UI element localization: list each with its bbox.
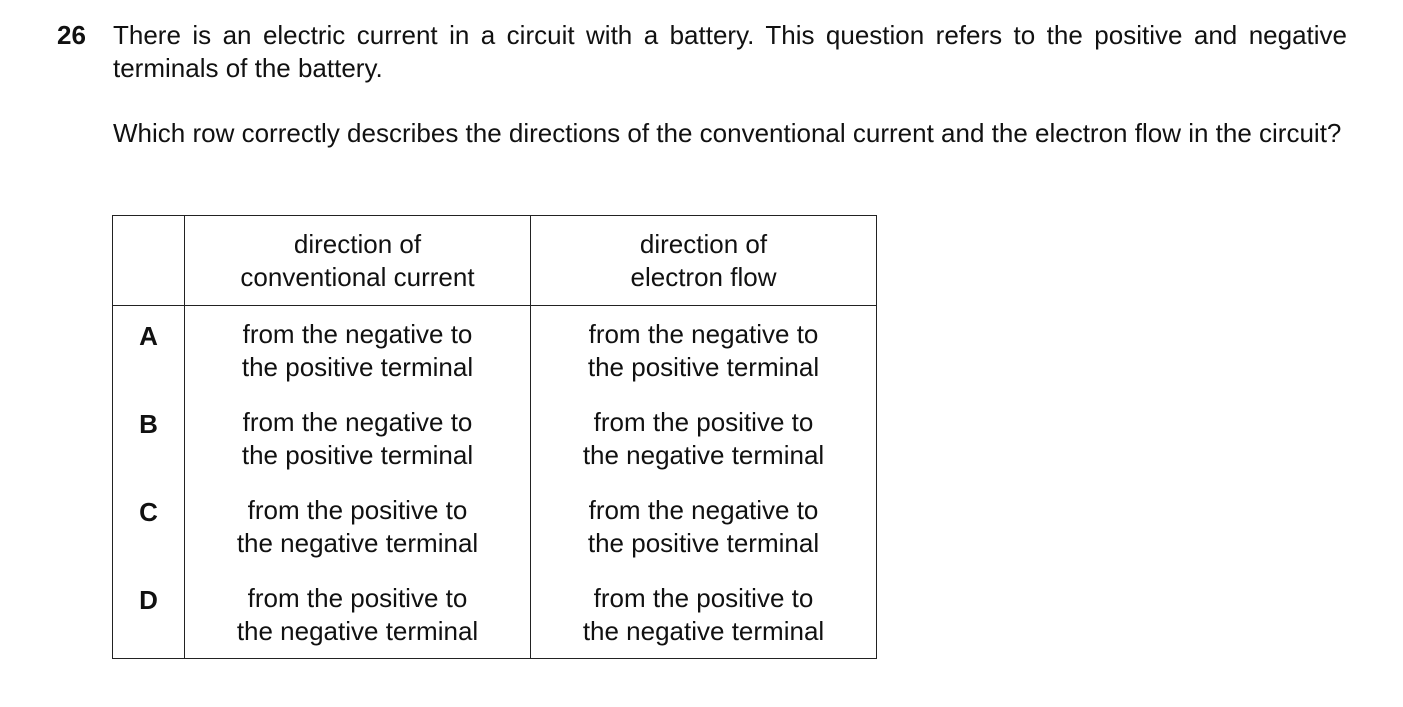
table-row-c [113, 482, 877, 570]
table-row-a [113, 306, 877, 395]
option-b-electron [531, 394, 877, 482]
cell-line: the negative terminal [236, 528, 479, 558]
header-electron-line-1: direction of [639, 228, 768, 259]
option-c-electron [531, 482, 877, 570]
cell-line: from the positive to [593, 407, 814, 437]
option-d-conventional [185, 570, 531, 659]
table-header-row [113, 216, 877, 306]
answer-options-table [112, 215, 877, 659]
cell-line: from the negative to [588, 495, 819, 525]
header-blank-cell [113, 216, 185, 306]
cell-line: the positive terminal [587, 352, 820, 382]
option-a-conventional [185, 306, 531, 395]
cell-line: from the negative to [242, 319, 473, 349]
cell-line: the negative terminal [236, 616, 479, 646]
cell-line: the positive terminal [241, 352, 474, 382]
option-d-electron [531, 570, 877, 659]
cell-line: the negative terminal [582, 440, 825, 470]
cell-line: from the negative to [588, 319, 819, 349]
cell-line: from the positive to [247, 495, 468, 525]
cell-line: from the negative to [242, 407, 473, 437]
header-conventional-line-1: direction of [293, 228, 422, 259]
cell-line: the positive terminal [241, 440, 474, 470]
option-a-electron [531, 306, 877, 395]
header-electron-flow [531, 216, 877, 306]
option-c-conventional [185, 482, 531, 570]
header-conventional-current [185, 216, 531, 306]
question-stem: There is an electric current in a circuit with a battery. This question refers to the positive and negative terminals of the battery. [113, 20, 1347, 83]
option-letter-b: B [113, 394, 185, 482]
option-letter-a: A [113, 306, 185, 395]
table-row-d [113, 570, 877, 659]
option-b-conventional [185, 394, 531, 482]
question-number: 26 [57, 20, 86, 50]
question-prompt: Which row correctly describes the directions of the conventional current and the electron flow in the circuit? [113, 118, 1342, 148]
option-letter-c: C [113, 482, 185, 570]
cell-line: the negative terminal [582, 616, 825, 646]
cell-line: from the positive to [593, 583, 814, 613]
cell-line: the positive terminal [587, 528, 820, 558]
header-conventional-line-2: conventional current [240, 261, 475, 292]
option-letter-d: D [113, 570, 185, 659]
cell-line: from the positive to [247, 583, 468, 613]
header-electron-line-2: electron flow [630, 261, 777, 292]
table-row-b [113, 394, 877, 482]
